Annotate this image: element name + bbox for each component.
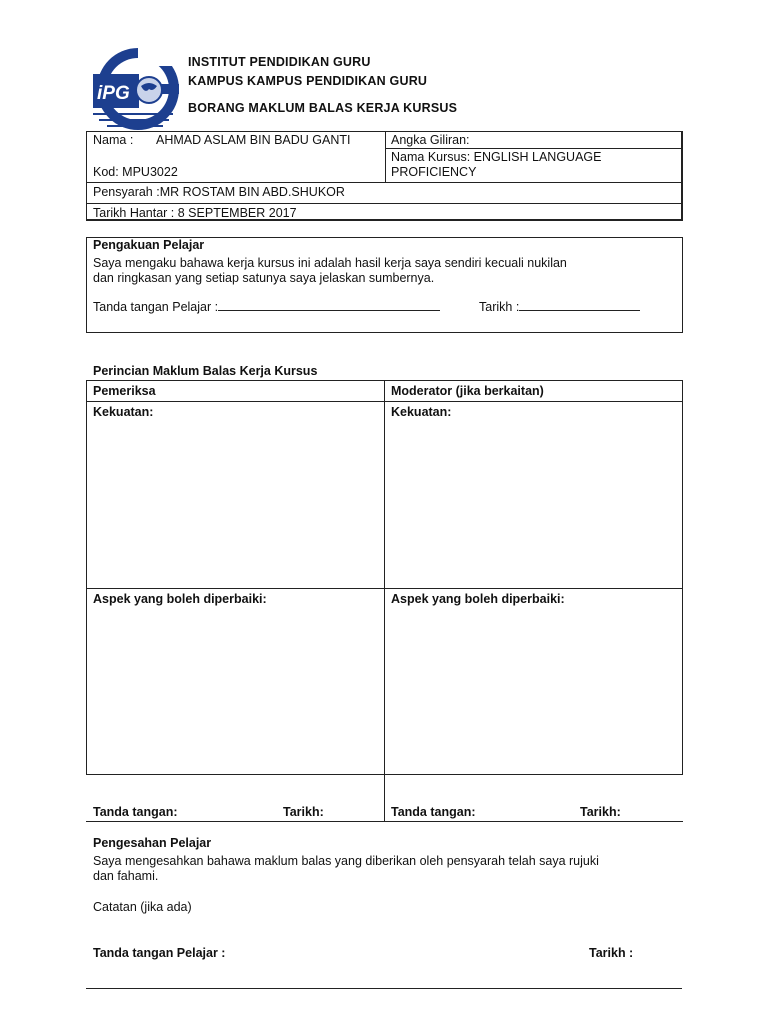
moderator-kekuatan-label: Kekuatan: <box>391 405 452 419</box>
confirmation-line1: Saya mengesahkan bahawa maklum balas yang diberikan oleh pensyarah telah saya rujuki <box>93 854 599 868</box>
declaration-title: Pengakuan Pelajar <box>93 238 205 252</box>
declaration-line1: Saya mengaku bahawa kerja kursus ini adalah hasil kerja saya sendiri kecuali nukilan <box>93 256 567 270</box>
catatan-label: Catatan (jika ada) <box>93 900 192 914</box>
pemeriksa-kekuatan-area[interactable] <box>88 420 382 586</box>
svg-text:iPG: iPG <box>97 83 130 104</box>
confirmation-line2: dan fahami. <box>93 869 159 883</box>
pemeriksa-aspek-area[interactable] <box>88 607 382 772</box>
moderator-date-label: Tarikh: <box>580 805 621 819</box>
bottom-rule <box>86 988 682 989</box>
name-label: Nama : <box>93 133 134 147</box>
campus-name: KAMPUS KAMPUS PENDIDIKAN GURU <box>188 74 428 88</box>
nama-kursus-line1: Nama Kursus: ENGLISH LANGUAGE <box>391 150 602 164</box>
confirmation-title: Pengesahan Pelajar <box>93 836 212 850</box>
pemeriksa-date-label: Tarikh: <box>283 805 324 819</box>
tarikh-hantar-field: Tarikh Hantar : 8 SEPTEMBER 2017 <box>93 206 297 220</box>
moderator-header: Moderator (jika berkaitan) <box>391 384 544 398</box>
pemeriksa-signature-label: Tanda tangan: <box>93 805 178 819</box>
moderator-aspek-label: Aspek yang boleh diperbaiki: <box>391 592 565 606</box>
confirmation-date-label: Tarikh : <box>589 946 634 960</box>
pemeriksa-header: Pemeriksa <box>93 384 156 398</box>
nama-kursus-line2: PROFICIENCY <box>391 165 477 179</box>
kod-field: Kod: MPU3022 <box>93 165 178 179</box>
declaration-line2: dan ringkasan yang setiap satunya saya jelaskan sumbernya. <box>93 271 435 285</box>
feedback-section-title: Perincian Maklum Balas Kerja Kursus <box>93 364 318 378</box>
pensyarah-field: Pensyarah :MR ROSTAM BIN ABD.SHUKOR <box>93 185 345 199</box>
declaration-date[interactable] <box>479 299 640 314</box>
declaration-signature[interactable] <box>93 299 440 314</box>
angka-giliran-label: Angka Giliran: <box>391 133 470 147</box>
moderator-aspek-area[interactable] <box>386 607 680 772</box>
form-title: BORANG MAKLUM BALAS KERJA KURSUS <box>188 101 458 115</box>
pemeriksa-aspek-label: Aspek yang boleh diperbaiki: <box>93 592 267 606</box>
institute-name: INSTITUT PENDIDIKAN GURU <box>188 55 371 69</box>
declaration-signature-label: Tanda tangan Pelajar : <box>93 300 219 314</box>
name-value: AHMAD ASLAM BIN BADU GANTI <box>156 133 351 147</box>
declaration-signature-line[interactable] <box>218 299 440 311</box>
ipg-logo <box>93 46 179 132</box>
confirmation-signature-label: Tanda tangan Pelajar : <box>93 946 226 960</box>
moderator-kekuatan-area[interactable] <box>386 420 680 586</box>
declaration-date-label: Tarikh : <box>479 300 520 314</box>
pemeriksa-kekuatan-label: Kekuatan: <box>93 405 154 419</box>
moderator-signature-label: Tanda tangan: <box>391 805 476 819</box>
declaration-date-line[interactable] <box>519 299 640 311</box>
